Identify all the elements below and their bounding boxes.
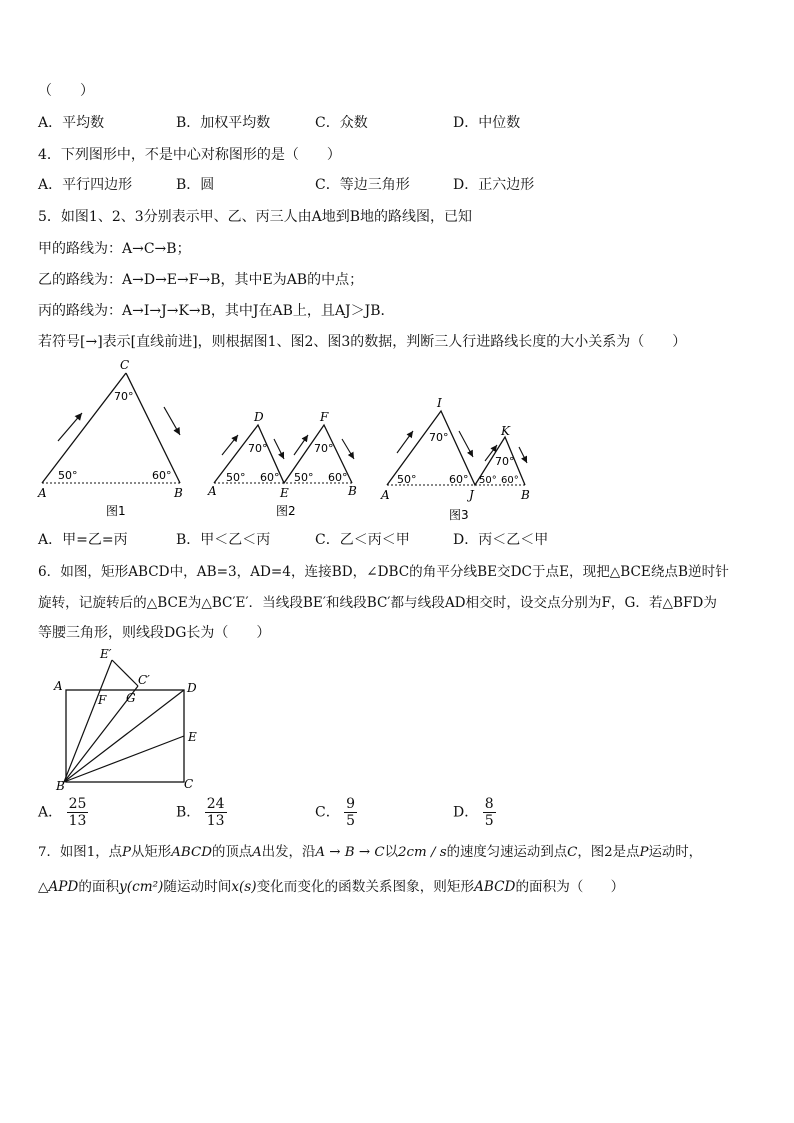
q3-option-b[interactable]: B．加权平均数 [176, 115, 271, 131]
q5-route-yi: 乙的路线为：A→D→E→F→B，其中E为AB的中点； [38, 272, 364, 288]
q4-option-b[interactable]: B．圆 [176, 177, 215, 193]
fig1-label-a: A [38, 486, 47, 500]
fig2-angle-d: 70° [248, 442, 268, 455]
fig1-angle-left: 50° [58, 469, 78, 482]
q6-label-c-prime: C′ [138, 673, 150, 687]
q4-option-d[interactable]: D．正六边形 [453, 177, 535, 193]
q5-option-a[interactable]: A．甲=乙=丙 [38, 532, 128, 548]
fig3-arrow-4 [519, 447, 527, 463]
fig3-label-i: I [437, 396, 442, 410]
fig3-arrow-2 [459, 431, 473, 457]
fig3-label-b: B [521, 488, 530, 502]
q5-figure-3 [375, 395, 540, 527]
fig1-angle-top: 70° [114, 390, 134, 403]
fig2-angle-a: 50° [226, 471, 246, 484]
q6-stem-line-1: 6．如图，矩形ABCD中，AB=3，AD=4，连接BD，∠DBC的角平分线BE交DC于点E，现把△BCE绕点B逆时针 [38, 564, 729, 580]
fig2-label-b: B [348, 484, 357, 498]
fig2-label-d: D [254, 410, 264, 424]
q6-label-a: A [54, 679, 63, 693]
q7-stem-line-2: △APD的面积y(cm²)随运动时间x(s)变化而变化的函数关系图象，则矩形ABCD的面积为（ ） [38, 879, 625, 895]
fig1-label-c: C [120, 358, 130, 372]
q7-stem-line-1: 7．如图1，点P从矩形ABCD的顶点A出发，沿A → B → C以2cm / s的速度匀速运动到点C，图2是点P运动时， [38, 845, 703, 860]
q5-option-d[interactable]: D．丙＜乙＜甲 [453, 532, 549, 548]
q6-option-a[interactable]: A． $\frac{25}{13}$ [38, 796, 87, 829]
q6-option-c[interactable]: C． $\frac{9}{5}$ [315, 796, 356, 829]
q6-label-g: G [126, 691, 136, 705]
q6-option-b[interactable]: B． $\frac{24}{13}$ [176, 796, 225, 829]
q6-option-a-fraction: $\frac{25}{13}$ [68, 796, 87, 829]
q5-rule: 若符号[→]表示[直线前进]，则根据图1、图2、图3的数据，判断三人行进路线长度的大小关系为（ ） [38, 334, 687, 350]
fig3-label-j: J [469, 488, 474, 502]
q6-figure [50, 642, 210, 792]
q6-label-e-prime: E′ [100, 647, 112, 661]
fig2-arrow-4 [342, 439, 354, 459]
q6-option-d[interactable]: D． $\frac{8}{5}$ [453, 796, 494, 829]
q4-option-c[interactable]: C．等边三角形 [315, 177, 410, 193]
fig3-angle-j2: 50° [479, 475, 497, 486]
q3-option-d[interactable]: D．中位数 [453, 115, 521, 131]
fig1-caption: 图1 [106, 504, 126, 518]
q4-stem: 4．下列图形中，不是中心对称图形的是（ ） [38, 147, 341, 163]
fig2-label-a: A [208, 484, 217, 498]
fig3-angle-a: 50° [397, 473, 417, 486]
fig3-angle-b: 60° [501, 475, 519, 486]
fig1-angle-right: 60° [152, 469, 172, 482]
q6-label-e: E [188, 730, 197, 744]
fig3-angle-i: 70° [429, 431, 449, 444]
fig1-side-cb [126, 373, 180, 483]
fig1-label-b: B [174, 486, 183, 500]
fig3-angle-j1: 60° [449, 473, 469, 486]
q3-option-a[interactable]: A．平均数 [38, 115, 105, 131]
q5-option-c[interactable]: C．乙＜丙＜甲 [315, 532, 410, 548]
fig3-angle-k: 70° [495, 455, 515, 468]
fig2-label-f: F [320, 410, 329, 424]
fig2-angle-f: 70° [314, 442, 334, 455]
fig2-caption: 图2 [276, 504, 296, 518]
q5-option-b[interactable]: B．甲＜乙＜丙 [176, 532, 271, 548]
q3-answer-paren: （ ） [38, 83, 94, 99]
q6-option-c-fraction: $\frac{9}{5}$ [346, 796, 356, 829]
q5-route-bing: 丙的路线为：A→I→J→K→B，其中J在AB上，且AJ＞JB． [38, 303, 395, 319]
q5-route-jia: 甲的路线为：A→C→B； [38, 241, 191, 257]
fig1-arrow-up [58, 413, 82, 441]
q6-label-b: B [56, 779, 65, 792]
fig2-arrow-2 [274, 439, 284, 459]
q6-stem-line-2: 旋转，记旋转后的△BCE为△BC′E′．当线段BE′和线段BC′都与线段AD相交时，设交点分别为F，G．若△BFD为 [38, 595, 717, 611]
fig2-angle-e2: 50° [294, 471, 314, 484]
fig2-angle-e1: 60° [260, 471, 280, 484]
fig2-label-e: E [280, 486, 289, 500]
fig3-caption: 图3 [449, 508, 469, 522]
fig3-label-a: A [381, 488, 390, 502]
fig3-label-k: K [501, 424, 510, 438]
q6-option-d-fraction: $\frac{8}{5}$ [484, 796, 494, 829]
q5-figure-1 [30, 355, 200, 523]
fig2-angle-b: 60° [328, 471, 348, 484]
q6-stem-line-3: 等腰三角形，则线段DG长为（ ） [38, 625, 271, 641]
q3-option-c[interactable]: C．众数 [315, 115, 368, 131]
q6-option-b-fraction: $\frac{24}{13}$ [206, 796, 225, 829]
fig1-arrow-down [164, 407, 180, 435]
q6-label-d: D [187, 681, 197, 695]
q6-label-c: C [184, 777, 194, 791]
q6-segment-e-prime-c-prime [112, 660, 138, 686]
fig2-arrow-1 [222, 435, 238, 455]
q5-stem: 5．如图1、2、3分别表示甲、乙、丙三人由A地到B地的路线图，已知 [38, 209, 473, 225]
q5-figure-2 [204, 405, 370, 525]
fig3-arrow-1 [397, 431, 413, 453]
q4-option-a[interactable]: A．平行四边形 [38, 177, 133, 193]
q6-label-f: F [98, 693, 107, 707]
